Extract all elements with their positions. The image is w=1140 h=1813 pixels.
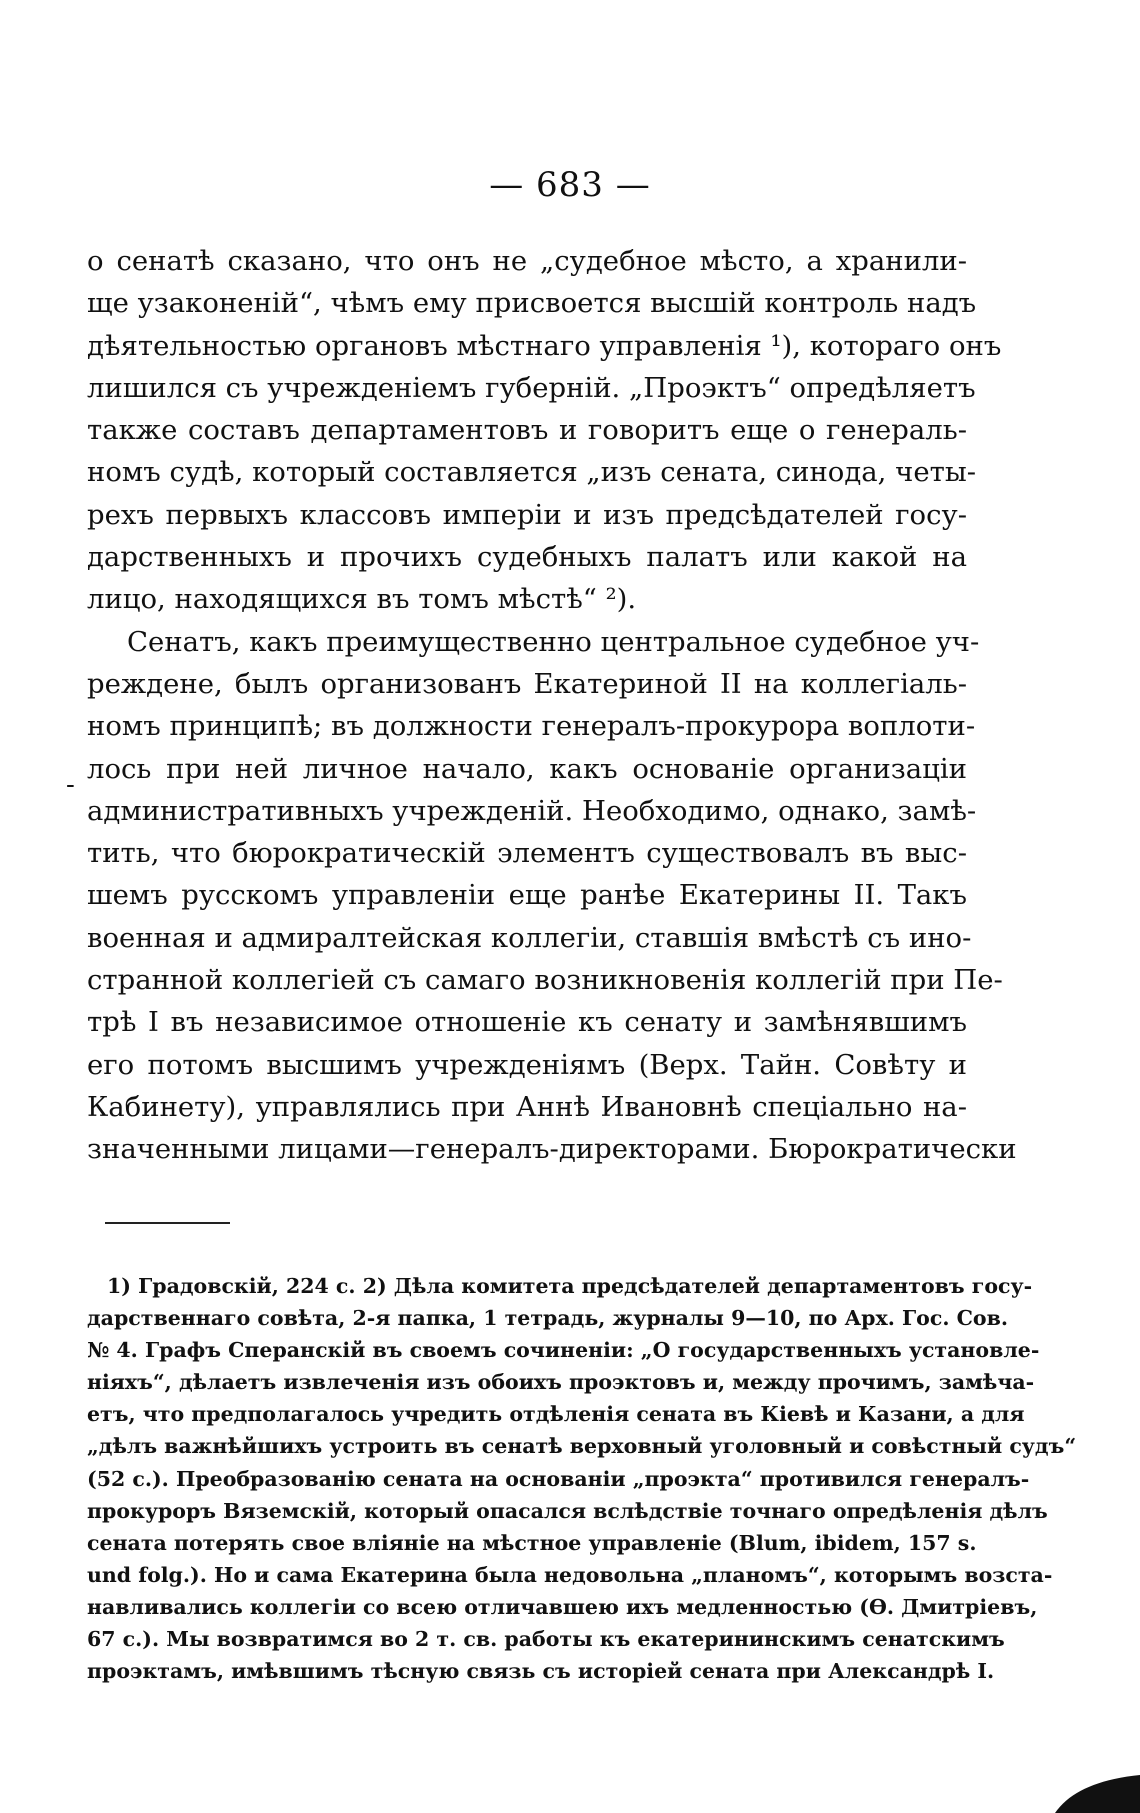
- footnote-rule: [105, 1222, 230, 1224]
- footnotes: [87, 1270, 1077, 1687]
- paragraph-start-line: Сенатъ, какъ преимущественно центральное судебное уч-: [127, 625, 980, 658]
- body-line: лицо, находящихся въ томъ мѣстѣ“ ²).: [87, 583, 637, 616]
- footnote-line: und folg.). Но и сама Екатерина была недовольна „планомъ“, которымъ возста-: [87, 1562, 1053, 1587]
- footnote-line: 67 с.). Мы возвратимся во 2 т. св. работы къ екатерининскимъ сенатскимъ: [87, 1627, 1005, 1652]
- body-line: странной коллегіей съ самаго возникновенія коллегій при Пе-: [87, 964, 1003, 997]
- page-edge-shadow: [1050, 1773, 1140, 1813]
- footnote-line: ніяхъ“, дѣлаетъ извлеченія изъ обоихъ проэктовъ и, между прочимъ, замѣча-: [87, 1370, 1035, 1395]
- body-line: лось при ней личное начало, какъ основаніе организаціи: [87, 752, 967, 785]
- body-line: рехъ первыхъ классовъ имперіи и изъ предсѣдателей госу-: [87, 498, 967, 531]
- footnote-line: „дѣлъ важнѣйшихъ устроить въ сенатѣ верховный уголовный и совѣстный судъ“: [87, 1434, 1077, 1459]
- body-line: тить, что бюрократическій элементъ существовалъ въ выс-: [87, 837, 967, 870]
- footnote-line: № 4. Графъ Сперанскій въ своемъ сочиненіи: „О государственныхъ установле-: [87, 1338, 1040, 1363]
- body-line: трѣ I въ независимое отношеніе къ сенату и замѣнявшимъ: [87, 1006, 967, 1039]
- body-line: административныхъ учрежденій. Необходимо, однако, замѣ-: [87, 794, 977, 827]
- body-line: также составъ департаментовъ и говоритъ еще о генераль-: [87, 414, 967, 447]
- footnote-line: 1) Градовскій, 224 с. 2) Дѣла комитета предсѣдателей департаментовъ госу-: [107, 1274, 1033, 1298]
- margin-mark: -: [66, 770, 75, 800]
- body-line: номъ судѣ, который составляется „изъ сената, синода, четы-: [87, 456, 976, 489]
- body-line: лишился съ учрежденіемъ губерній. „Проэктъ“ опредѣляетъ: [87, 371, 976, 404]
- footnote-line: проэктамъ, имѣвшимъ тѣсную связь съ исторіей сената при Александрѣ I.: [87, 1659, 995, 1684]
- body-line: Кабинету), управлялись при Аннѣ Ивановнѣ спеціально на-: [87, 1090, 967, 1123]
- footnote-line: навливались коллегіи со всею отличавшею ихъ медленностью (Ѳ. Дмитріевъ,: [87, 1594, 1038, 1619]
- body-line: шемъ русскомъ управленіи еще ранѣе Екатерины II. Такъ: [87, 879, 967, 912]
- body-line: реждене, былъ организованъ Екатериной II на коллегіаль-: [87, 667, 967, 700]
- body-line: военная и адмиралтейская коллегіи, ставшія вмѣстѣ съ ино-: [87, 921, 972, 954]
- body-line: дѣятельностью органовъ мѣстнаго управленія ¹), котораго онъ: [87, 329, 1002, 362]
- body-line: значенными лицами—генералъ-директорами. Бюрократически: [87, 1133, 1017, 1166]
- body-line: о сенатѣ сказано, что онъ не „судебное мѣсто, а хранили-: [87, 245, 967, 277]
- footnote-line: етъ, что предполагалось учредить отдѣленія сената въ Кіевѣ и Казани, а для: [87, 1402, 1025, 1427]
- main-text: [87, 240, 1017, 1171]
- footnote-line: дарственнаго совѣта, 2-я папка, 1 тетрадь, журналы 9—10, по Арх. Гос. Сов.: [87, 1306, 1008, 1331]
- body-line: ще узаконеній“, чѣмъ ему присвоется высшій контроль надъ: [87, 287, 977, 320]
- page-number: — 683 —: [489, 165, 651, 205]
- footnote-line: прокуроръ Вяземскій, который опасался вслѣдствіе точнаго опредѣленія дѣлъ: [87, 1498, 1048, 1523]
- footnote-line: сената потерять свое вліяніе на мѣстное управленіе (Blum, ibidem, 157 s.: [87, 1530, 977, 1555]
- body-line: дарственныхъ и прочихъ судебныхъ палатъ или какой на: [87, 541, 967, 574]
- footnote-line: (52 с.). Преобразованію сената на основаніи „проэкта“ противился генералъ-: [87, 1466, 1030, 1491]
- body-line: номъ принципѣ; въ должности генералъ-прокурора воплоти-: [87, 710, 976, 743]
- body-line: его потомъ высшимъ учрежденіямъ (Верх. Тайн. Совѣту и: [87, 1048, 967, 1081]
